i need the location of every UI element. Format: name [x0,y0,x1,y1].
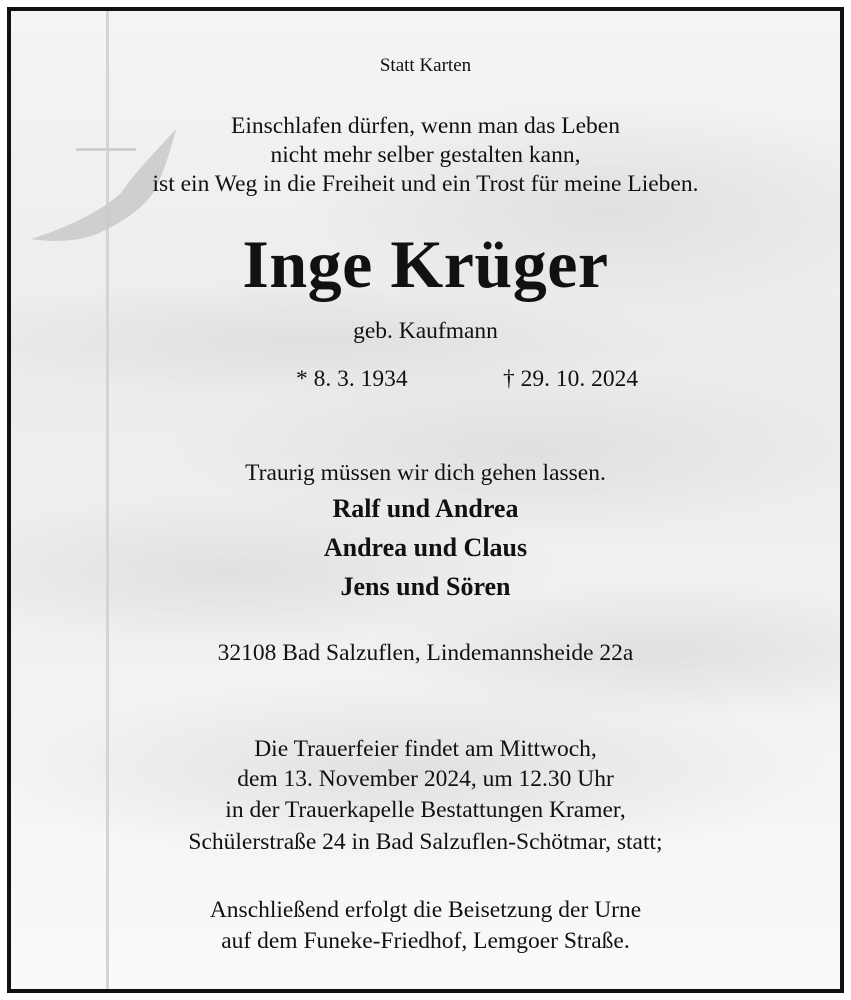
obituary-notice [7,7,844,993]
deceased-name: Inge Krüger [242,226,609,302]
ceremony-line: dem 13. November 2024, um 12.30 Uhr [237,766,614,792]
poem-line: nicht mehr selber gestalten kann, [270,142,581,168]
mourning-line: Traurig müssen wir dich gehen lassen. [245,460,606,486]
address: 32108 Bad Salzuflen, Lindemannsheide 22a [217,640,634,666]
ceremony-line: Die Trauerfeier findet am Mittwoch, [254,736,597,762]
birth-date: * 8. 3. 1934 [296,366,408,392]
poem-line: ist ein Weg in die Freiheit und ein Trost für meine Lieben. [152,171,699,197]
ceremony-line: in der Trauerkapelle Bestattungen Kramer, [225,797,626,823]
death-date: † 29. 10. 2024 [503,366,639,392]
family-name: Andrea und Claus [323,533,528,562]
burial-line: auf dem Funeke-Friedhof, Lemgoer Straße. [221,928,630,954]
family-name: Jens und Sören [340,572,511,601]
burial-line: Anschließend erfolgt die Beisetzung der Urne [209,897,642,923]
poem-line: Einschlafen dürfen, wenn man das Leben [231,113,620,139]
maiden-name: geb. Kaufmann [353,318,498,344]
statt-karten-header: Statt Karten [379,55,472,76]
notice-content [11,11,840,989]
ceremony-line: Schülerstraße 24 in Bad Salzuflen-Schötmar, statt; [188,829,663,855]
family-name: Ralf und Andrea [332,494,519,523]
